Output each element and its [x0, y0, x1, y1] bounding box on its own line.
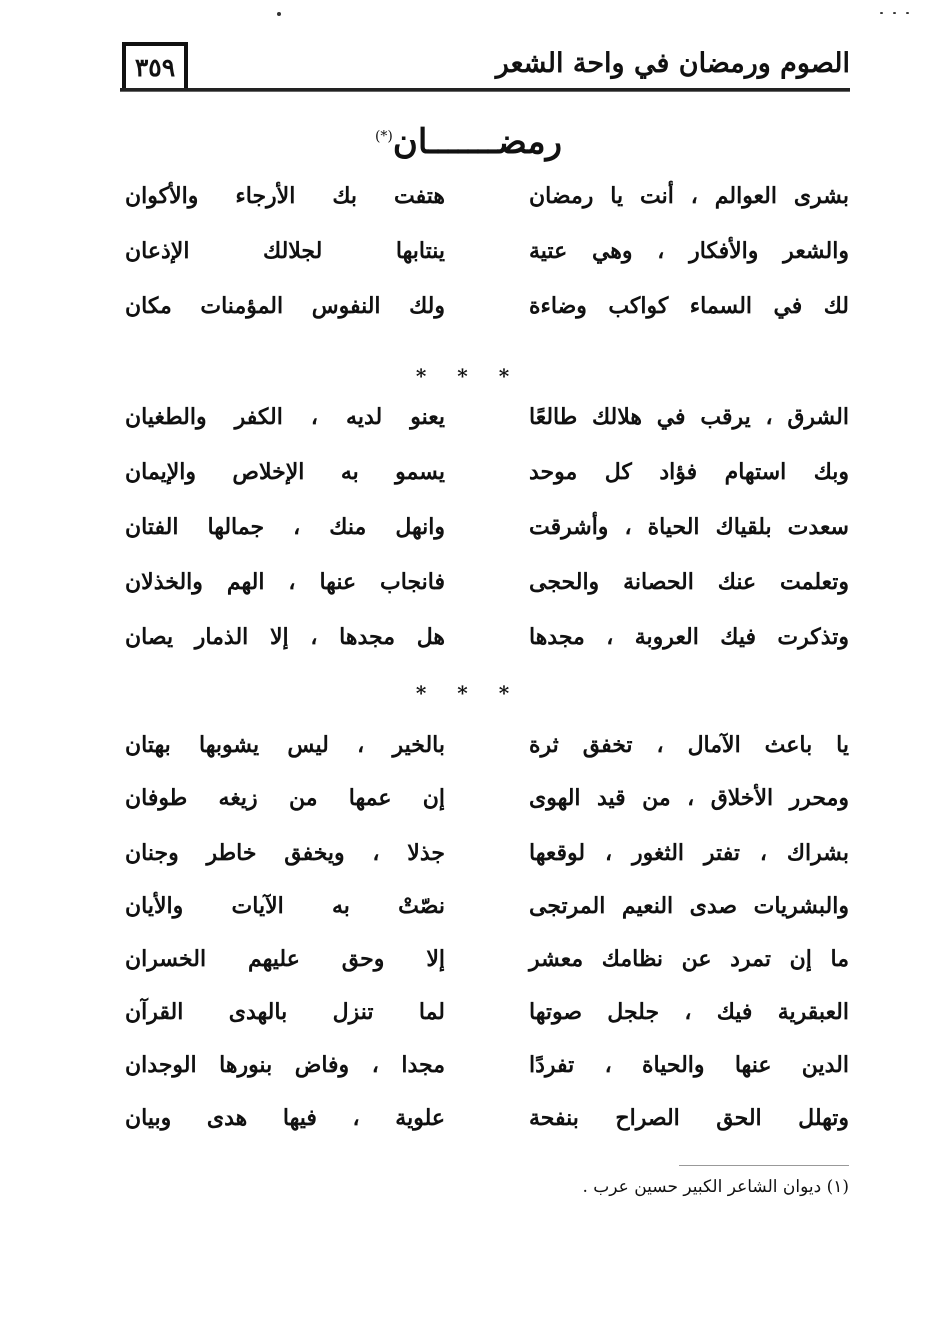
verse-second-hemistich: نصّتْ به الآيات والأيان [125, 893, 445, 919]
print-speck [906, 12, 909, 14]
verse [0, 238, 937, 278]
verse [0, 624, 937, 664]
verse-first-hemistich: والشعر والأفكار ، وهي عتية [529, 238, 849, 264]
verse-second-hemistich: مجدا ، وفاض بنورها الوجدان [125, 1052, 445, 1078]
verse-second-hemistich: ولك النفوس المؤمنات مكان [125, 293, 445, 319]
stanza-separator: * * * [415, 681, 522, 705]
verse [0, 459, 937, 499]
verse-first-hemistich: بشرى العوالم ، أنت يا رمضان [529, 183, 849, 209]
verse-first-hemistich: وتعلمت عنك الحصانة والحجى [529, 569, 849, 595]
chapter-title: الصوم ورمضان في واحة الشعر [495, 48, 850, 79]
stanza-separator: * * * [415, 364, 522, 388]
verse-second-hemistich: لما تنزل بالهدى القرآن [125, 999, 445, 1025]
verse-second-hemistich: إن عمها من زيغه طوفان [125, 785, 445, 811]
verse-first-hemistich: العبقرية فيك ، جلجل صوتها [529, 999, 849, 1025]
print-speck [893, 12, 896, 14]
verse-first-hemistich: وبك استهام فؤاد كل موحد [529, 459, 849, 485]
verse-second-hemistich: وانهل منك ، جمالها الفتان [125, 514, 445, 540]
verse-first-hemistich: لك في السماء كواكب وضاءة [529, 293, 849, 319]
footnote-divider [679, 1165, 849, 1166]
verse-second-hemistich: ينتابها لجلالك الإذعان [125, 238, 445, 264]
verse [0, 293, 937, 333]
verse-first-hemistich: يا باعث الآمال ، تخفق ثرة [529, 732, 849, 758]
print-speck [277, 12, 281, 16]
verse [0, 785, 937, 825]
verse-first-hemistich: الشرق ، يرقب في هلالك طالعًا [529, 404, 849, 430]
verse-second-hemistich: بالخير ، ليس يشوبها بهتان [125, 732, 445, 758]
footnote-marker: (*) [374, 128, 393, 145]
verse [0, 569, 937, 609]
verse [0, 404, 937, 444]
footnote: (١) ديوان الشاعر الكبير حسين عرب . [582, 1177, 849, 1197]
poem-title [0, 122, 937, 162]
verse-first-hemistich: والبشريات صدى النعيم المرتجى [529, 893, 849, 919]
verse [0, 732, 937, 772]
verse [0, 514, 937, 554]
verse [0, 840, 937, 880]
header-divider [120, 88, 850, 92]
verse-second-hemistich: جذلا ، ويخفق خاطر وجنان [125, 840, 445, 866]
poem-title-text: رمضـــــــان [392, 122, 563, 162]
print-speck [880, 12, 883, 14]
verse-first-hemistich: ما إن تمرد عن نظامك معشر [529, 946, 849, 972]
running-header [120, 40, 850, 96]
verse [0, 183, 937, 223]
verse-first-hemistich: ومحرر الأخلاق ، من قيد الهوى [529, 785, 849, 811]
verse-second-hemistich: فانجاب عنها ، الهم والخذلان [125, 569, 445, 595]
verse [0, 999, 937, 1039]
verse [0, 946, 937, 986]
verse-first-hemistich: سعدت بلقياك الحياة ، وأشرقت [529, 514, 849, 540]
verse-second-hemistich: يعنو لديه ، الكفر والطغيان [125, 404, 445, 430]
verse [0, 1105, 937, 1145]
verse-second-hemistich: هل مجدها ، إلا الذمار يصان [125, 624, 445, 650]
verse-first-hemistich: وتهلل الحق الصراح بنفحة [529, 1105, 849, 1131]
page-number: ٣٥٩ [122, 42, 188, 88]
verse-second-hemistich: إلا وحق عليهم الخسران [125, 946, 445, 972]
verse-second-hemistich: هتفت بك الأرجاء والأكوان [125, 183, 445, 209]
verse-second-hemistich: يسمو به الإخلاص والإيمان [125, 459, 445, 485]
verse-second-hemistich: علوية ، فيها هدى وبيان [125, 1105, 445, 1131]
verse-first-hemistich: وتذكرت فيك العروبة ، مجدها [529, 624, 849, 650]
verse-first-hemistich: الدين عنها والحياة ، تفردًا [529, 1052, 849, 1078]
verse-first-hemistich: بشراك ، تفتر الثغور ، لوقعها [529, 840, 849, 866]
verse [0, 893, 937, 933]
verse [0, 1052, 937, 1092]
